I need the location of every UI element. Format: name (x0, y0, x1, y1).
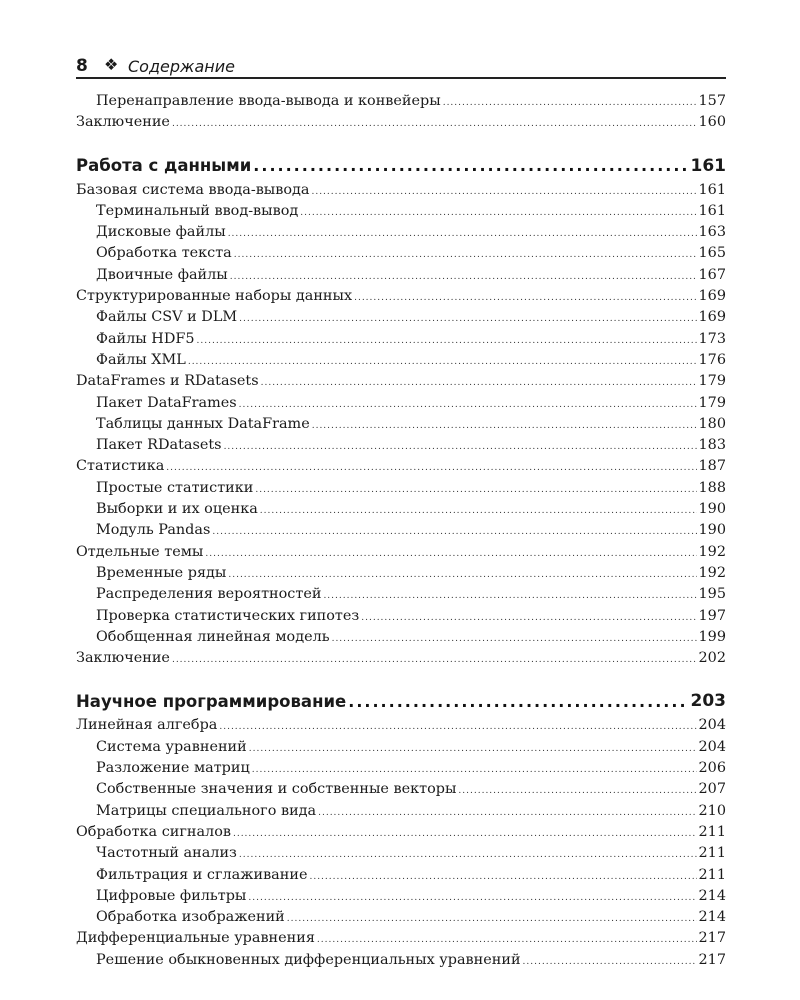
toc-entry (76, 544, 726, 565)
diamond-icon: ❖ (104, 55, 119, 74)
toc-entry-title: Фильтрация и сглаживание (96, 866, 308, 883)
toc-entry-title: Линейная алгебра (76, 717, 218, 734)
dot-leader (228, 570, 696, 580)
toc-entry-title: DataFrames и RDatasets (76, 373, 259, 390)
dot-leader (311, 187, 696, 197)
dot-leader (260, 506, 697, 516)
toc-entry-page: 202 (698, 650, 726, 667)
toc-entry-page: 192 (698, 543, 726, 560)
toc-entry-page: 163 (698, 224, 726, 241)
dot-leader (172, 119, 697, 129)
toc-entry-title: Обобщенная линейная модель (96, 628, 330, 645)
toc-entry (76, 717, 726, 738)
toc-entry (76, 952, 726, 973)
toc-entry-title: Простые статистики (96, 479, 254, 496)
toc-entry (76, 352, 726, 373)
toc-entry-page: 217 (698, 951, 726, 968)
dot-leader (309, 872, 696, 882)
toc-entry-page: 204 (698, 717, 726, 734)
dot-leader (255, 485, 696, 495)
dot-leader (261, 378, 697, 388)
dot-leader (172, 655, 697, 665)
toc-entry-page: 176 (698, 351, 726, 368)
dot-leader (228, 229, 697, 239)
toc-entry-page: 204 (698, 738, 726, 755)
toc-entry (76, 888, 726, 909)
toc-entry-page: 165 (698, 245, 726, 262)
toc-entry-page: 211 (698, 845, 726, 862)
toc-entry-title: Собственные значения и собственные векторы (96, 781, 457, 798)
dot-leader (348, 692, 688, 711)
toc-entry (76, 845, 726, 866)
toc-entry-title: Базовая система ввода-вывода (76, 181, 310, 198)
toc-entry-title: Разложение матриц (96, 760, 250, 777)
dot-leader (188, 357, 697, 367)
toc-entry (76, 586, 726, 607)
toc-entry-page: 161 (698, 202, 726, 219)
toc-entry-page: 190 (698, 501, 726, 518)
toc-entry (76, 331, 726, 352)
dot-leader (233, 829, 697, 839)
toc-entry-page: 217 (698, 930, 726, 947)
toc-entry (76, 458, 726, 479)
toc-entry-page: 197 (698, 607, 726, 624)
dot-leader (332, 634, 697, 644)
toc-entry-title: Цифровые фильтры (96, 887, 247, 904)
table-of-contents (76, 93, 726, 973)
toc-entry-page: 161 (690, 155, 726, 176)
toc-entry-title: Распределения вероятностей (96, 586, 322, 603)
toc-entry (76, 437, 726, 458)
toc-entry-page: 211 (698, 823, 726, 840)
toc-entry-title: Решение обыкновенных дифференциальных уравнений (96, 951, 521, 968)
toc-entry (76, 114, 726, 135)
header-title: Содержание (128, 57, 235, 76)
toc-entry-title: Обработка изображений (96, 909, 285, 926)
toc-entry (76, 309, 726, 330)
toc-entry-page: 207 (698, 781, 726, 798)
toc-entry (76, 288, 726, 309)
toc-entry-title: Структурированные наборы данных (76, 288, 353, 305)
page-number: 8 (76, 56, 88, 76)
toc-entry-title: Временные ряды (96, 564, 227, 581)
dot-leader (249, 744, 697, 754)
dot-leader (239, 314, 696, 324)
dot-leader (354, 293, 696, 303)
toc-entry-title: Файлы CSV и DLM (96, 309, 238, 326)
toc-entry (76, 909, 726, 930)
toc-entry-title: Статистика (76, 458, 165, 475)
toc-entry-title: Система уравнений (96, 738, 247, 755)
toc-entry-title: Двоичные файлы (96, 266, 228, 283)
toc-entry-title: Обработка сигналов (76, 823, 231, 840)
dot-leader (230, 272, 697, 282)
dot-leader (252, 765, 697, 775)
dot-leader (248, 893, 696, 903)
toc-entry (76, 650, 726, 671)
toc-entry-title: Выборки и их оценка (96, 501, 258, 518)
toc-entry-page: 188 (698, 479, 726, 496)
toc-entry (76, 224, 726, 245)
toc-entry-page: 161 (698, 181, 726, 198)
toc-entry-title: Научное программирование (76, 691, 347, 711)
dot-leader (166, 463, 696, 473)
dot-leader (287, 914, 697, 924)
toc-entry (76, 629, 726, 650)
dot-leader (234, 250, 697, 260)
toc-entry-page: 169 (698, 309, 726, 326)
dot-leader (361, 613, 696, 623)
dot-leader (224, 442, 697, 452)
toc-entry-title: Пакет DataFrames (96, 394, 237, 411)
toc-entry (76, 93, 726, 114)
toc-entry-title: Заключение (76, 114, 170, 131)
toc-entry-page: 203 (690, 691, 726, 712)
toc-entry (76, 416, 726, 437)
dot-leader (443, 98, 697, 108)
toc-entry (76, 203, 726, 224)
toc-entry-title: Таблицы данных DataFrame (96, 415, 310, 432)
dot-leader (323, 591, 696, 601)
toc-entry-title: Пакет RDatasets (96, 437, 222, 454)
dot-leader (253, 156, 688, 175)
toc-entry (76, 739, 726, 760)
toc-entry-page: 160 (698, 114, 726, 131)
toc-entry-title: Файлы HDF5 (96, 330, 195, 347)
toc-entry (76, 803, 726, 824)
dot-leader (205, 549, 696, 559)
toc-entry-page: 179 (698, 394, 726, 411)
toc-entry-page: 157 (698, 93, 726, 109)
toc-entry-page: 187 (698, 458, 726, 475)
toc-entry-title: Обработка текста (96, 245, 232, 262)
dot-leader (239, 400, 697, 410)
toc-entry (76, 395, 726, 416)
toc-entry (76, 267, 726, 288)
toc-entry-page: 169 (698, 288, 726, 305)
dot-leader (458, 786, 696, 796)
toc-entry-page: 167 (698, 266, 726, 283)
dot-leader (219, 722, 696, 732)
toc-entry-page: 206 (698, 760, 726, 777)
toc-entry (76, 760, 726, 781)
toc-entry-title: Дифференциальные уравнения (76, 930, 315, 947)
running-header (76, 55, 726, 79)
dot-leader (312, 421, 697, 431)
dot-leader (197, 336, 697, 346)
toc-entry-page: 199 (698, 628, 726, 645)
dot-leader (317, 935, 697, 945)
toc-entry (76, 480, 726, 501)
toc-entry-title: Модуль Pandas (96, 522, 211, 539)
toc-entry (76, 182, 726, 203)
toc-entry-title: Терминальный ввод-вывод (96, 202, 299, 219)
dot-leader (300, 208, 696, 218)
toc-entry (76, 373, 726, 394)
toc-entry-title: Работа с данными (76, 156, 252, 176)
toc-entry-page: 195 (698, 586, 726, 603)
toc-entry-title: Отдельные темы (76, 543, 204, 560)
toc-entry-page: 214 (698, 909, 726, 926)
toc-entry-page: 173 (698, 330, 726, 347)
toc-chapter-entry (76, 150, 726, 182)
toc-entry-title: Файлы XML (96, 351, 186, 368)
toc-entry-page: 190 (698, 522, 726, 539)
dot-leader (523, 957, 697, 967)
toc-entry-page: 179 (698, 373, 726, 390)
toc-entry-title: Частотный анализ (96, 845, 237, 862)
dot-leader (212, 527, 696, 537)
toc-entry-page: 192 (698, 564, 726, 581)
toc-entry (76, 930, 726, 951)
toc-entry-title: Перенаправление ввода-вывода и конвейеры (96, 93, 441, 109)
toc-entry (76, 245, 726, 266)
toc-entry (76, 824, 726, 845)
toc-entry-page: 180 (698, 415, 726, 432)
dot-leader (318, 808, 696, 818)
toc-entry-page: 183 (698, 437, 726, 454)
toc-entry-page: 211 (698, 866, 726, 883)
toc-entry (76, 608, 726, 629)
toc-entry (76, 501, 726, 522)
toc-entry-page: 214 (698, 887, 726, 904)
toc-entry (76, 867, 726, 888)
toc-chapter-entry (76, 685, 726, 717)
toc-entry-title: Заключение (76, 650, 170, 667)
toc-entry (76, 565, 726, 586)
toc-entry-page: 210 (698, 802, 726, 819)
toc-entry-title: Проверка статистических гипотез (96, 607, 360, 624)
toc-entry-title: Дисковые файлы (96, 224, 226, 241)
toc-entry (76, 522, 726, 543)
toc-entry-title: Матрицы специального вида (96, 802, 317, 819)
dot-leader (239, 850, 697, 860)
toc-entry (76, 781, 726, 802)
